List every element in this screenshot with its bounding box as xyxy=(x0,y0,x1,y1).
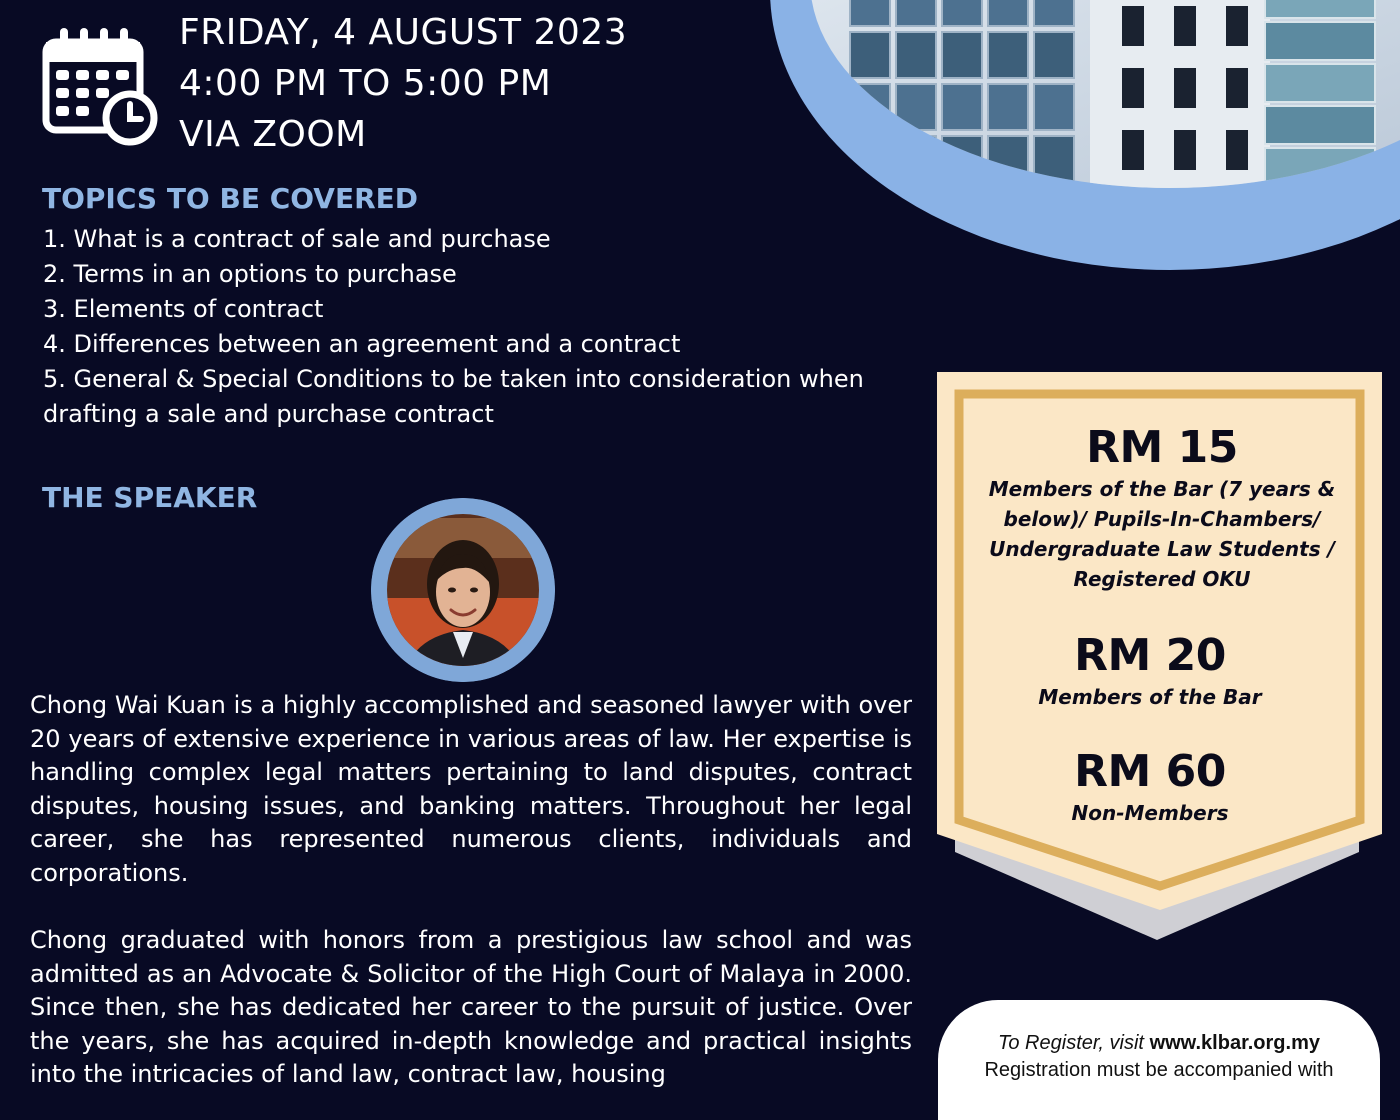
price-tier xyxy=(977,422,1347,594)
price-description: Members of the Bar xyxy=(1038,685,1262,709)
price-amount: RM 15 xyxy=(1086,422,1238,473)
speaker-heading: THE SPEAKER xyxy=(42,481,258,514)
speaker-photo xyxy=(371,498,555,682)
event-date: FRIDAY, 4 AUGUST 2023 xyxy=(179,12,628,53)
registration-link[interactable]: www.klbar.org.my xyxy=(1149,1032,1320,1054)
calendar-clock-icon xyxy=(40,24,160,146)
registration-note: Registration must be accompanied with xyxy=(984,1059,1334,1081)
topics-heading: TOPICS TO BE COVERED xyxy=(42,182,419,215)
speaker-bio-paragraph: Chong graduated with honors from a prestigious law school and was admitted as an Advocate & Solicitor of the High Court of Malaya in 2000. Since then, she has dedicated her career to the pursuit of justice. Over the years, she has acquired in-depth knowledge and practical insights into the intricacies of land law, contract law, housing xyxy=(30,926,912,1089)
registration-prefix: To Register, visit xyxy=(998,1032,1144,1054)
registration-line xyxy=(938,1032,1380,1055)
registration-card xyxy=(938,1000,1380,1120)
price-tier xyxy=(965,746,1335,828)
topic-item: 3. Elements of contract xyxy=(43,295,324,323)
event-time: 4:00 PM TO 5:00 PM xyxy=(179,63,552,104)
topic-item: 1. What is a contract of sale and purchase xyxy=(43,225,551,253)
topic-item: 5. General & Special Conditions to be taken into consideration when drafting a sale and purchase contract xyxy=(43,365,864,428)
price-tier xyxy=(965,630,1335,712)
topic-item: 4. Differences between an agreement and a contract xyxy=(43,330,681,358)
price-banner xyxy=(937,372,1382,944)
topics-list xyxy=(43,222,923,432)
price-amount: RM 60 xyxy=(1074,746,1226,797)
event-venue: VIA ZOOM xyxy=(179,114,367,155)
price-description: Members of the Bar (7 years & below)/ Pupils-In-Chambers/ Undergraduate Law Students / Registered OKU xyxy=(988,477,1336,591)
topic-item: 2. Terms in an options to purchase xyxy=(43,260,457,288)
price-amount: RM 20 xyxy=(1074,630,1226,681)
price-description: Non-Members xyxy=(1071,801,1229,825)
speaker-bio-paragraph: Chong Wai Kuan is a highly accomplished and seasoned lawyer with over 20 years of extensive experience in various areas of law. Her expertise is handling complex legal matters pertaining to land disputes, contract disputes, housing issues, and banking matters. Throughout her legal career, she has represented numerous clients, individuals and corporations. xyxy=(30,691,912,887)
